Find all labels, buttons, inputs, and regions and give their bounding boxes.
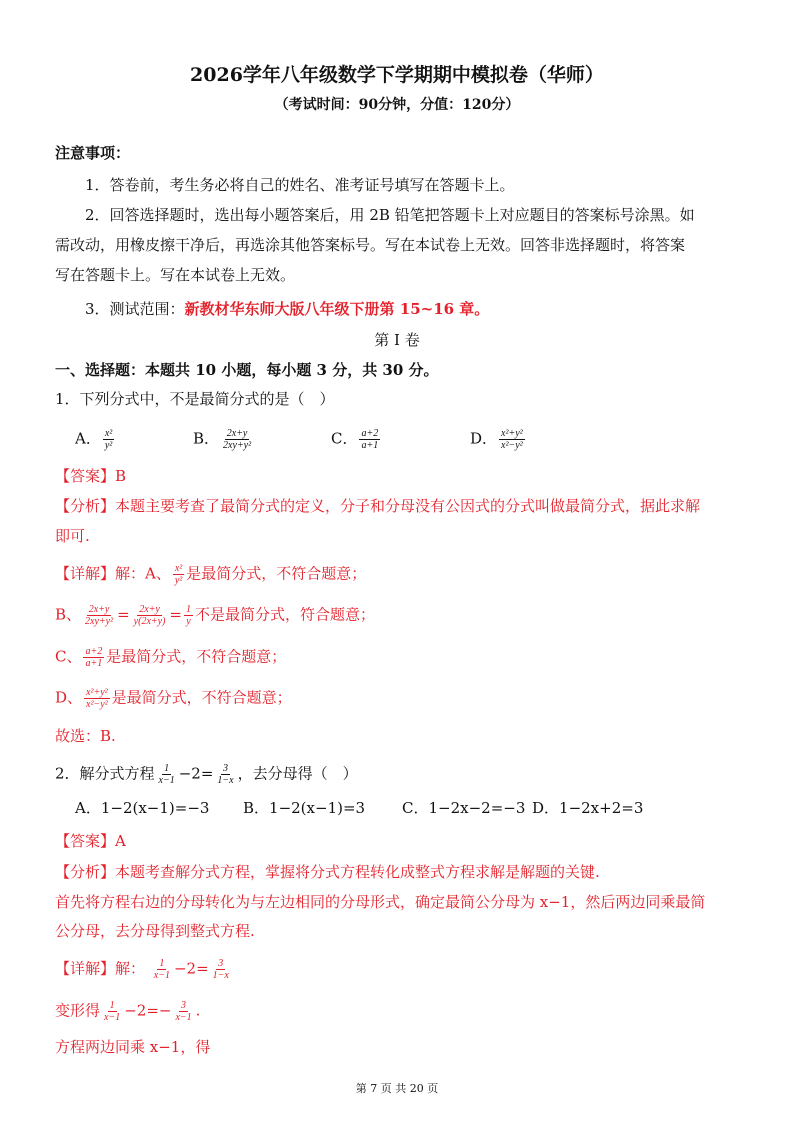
numerator: x² — [104, 428, 113, 439]
fraction — [221, 428, 253, 451]
numerator: x²+y² — [501, 428, 523, 439]
note-2c: 写在答题卡上。写在本试卷上无效。 — [55, 266, 296, 284]
q2-stem — [55, 763, 358, 786]
text-segment: −2=− — [124, 1001, 172, 1020]
q2-analysis-3: 公分母，去分母得到整式方程. — [55, 922, 255, 940]
numerator: a+2 — [85, 646, 103, 657]
denominator: y² — [174, 575, 183, 586]
text-segment: C、 — [55, 647, 82, 666]
fraction — [215, 763, 235, 786]
q1-stem: 1．下列分式中，不是最简分式的是（ ） — [55, 390, 335, 408]
text-segment: A． — [75, 799, 101, 817]
q1-choose: 故选：B. — [55, 727, 116, 745]
notes-heading: 注意事项： — [55, 144, 131, 162]
denominator: x²−y² — [86, 699, 108, 710]
q2-detail — [55, 958, 233, 981]
text-segment: D． — [470, 429, 498, 448]
denominator: x−1 — [175, 1012, 192, 1023]
denominator: x−1 — [158, 775, 175, 786]
volume-heading: 第 I 卷 — [374, 331, 420, 349]
denominator: y — [186, 616, 191, 627]
text-segment: . — [195, 1001, 201, 1020]
text-segment: 1−2(x−1)=−3 — [100, 799, 210, 817]
fraction — [157, 763, 177, 786]
text-segment: 是最简分式，不符合题意； — [111, 688, 292, 707]
numerator: 2x+y — [226, 428, 248, 439]
section-heading: 一、选择题：本题共 10 小题，每小题 3 分，共 30 分。 — [55, 361, 439, 379]
numerator: 1 — [159, 958, 165, 969]
text-segment: 1−2(x−1)=3 — [269, 799, 366, 817]
q2-option-a — [75, 798, 209, 818]
note-2b: 需改动，用橡皮擦干净后，再选涂其他答案标号。写在本试卷上无效。回答非选择题时，将答案 — [55, 236, 686, 254]
numerator: 2x+y — [88, 604, 110, 615]
q2-option-c — [402, 798, 525, 818]
text-segment: 1−2x+2=3 — [559, 799, 644, 817]
q1-detail-b — [55, 604, 375, 627]
numerator: 3 — [181, 1000, 187, 1011]
numerator: x²+y² — [86, 687, 108, 698]
fraction — [83, 604, 115, 627]
q2-multiply: 方程两边同乘 x−1，得 — [55, 1038, 211, 1056]
text-segment: 不是最简分式，符合题意； — [194, 605, 375, 624]
text-segment: 2．解分式方程 — [55, 764, 155, 783]
denominator: y(2x+y) — [133, 616, 166, 627]
q2-answer: 【答案】A — [55, 832, 126, 850]
q1-detail-a — [55, 563, 366, 586]
text-segment: B． — [193, 429, 220, 448]
q1-option-d — [470, 428, 527, 451]
denominator: x−1 — [153, 970, 170, 981]
text-segment: 【详解】解：A、 — [55, 564, 171, 583]
text-segment: D、 — [55, 688, 83, 707]
numerator: 1 — [109, 1000, 115, 1011]
fraction — [211, 958, 231, 981]
q2-option-b — [243, 798, 365, 818]
numerator: 3 — [223, 763, 229, 774]
denominator: 2xy+y² — [223, 440, 252, 451]
q1-detail-d — [55, 687, 292, 710]
q1-answer: 【答案】B — [55, 467, 127, 485]
q1-detail-c — [55, 646, 286, 669]
text-segment: = — [169, 605, 182, 624]
q1-option-b — [193, 428, 255, 451]
fraction — [499, 428, 525, 451]
denominator: 1−x — [217, 775, 234, 786]
fraction — [152, 958, 172, 981]
fraction — [173, 1000, 193, 1023]
text-segment: C． — [331, 429, 358, 448]
fraction — [103, 428, 114, 451]
q2-transform — [55, 1000, 200, 1023]
numerator: 2x+y — [139, 604, 160, 615]
q1-analysis-1: 【分析】本题主要考查了最简分式的定义，分子和分母没有公因式的分式叫做最简分式，据此求解 — [55, 497, 701, 515]
q1-option-a — [75, 428, 116, 451]
text-segment: ，去分母得（ ） — [237, 764, 358, 783]
numerator: x² — [174, 563, 183, 574]
numerator: a+2 — [361, 428, 379, 439]
text-segment: −2= — [173, 959, 209, 978]
exam-info: （考试时间：90分钟，分值：120分） — [274, 97, 520, 113]
text-segment: = — [117, 605, 130, 624]
test-scope: 新教材华东师大版八年级下册第 15~16 章。 — [184, 300, 490, 318]
fraction — [173, 563, 184, 586]
q2-analysis-1: 【分析】本题考查解分式方程，掌握将分式方程转化成整式方程求解是解题的关键. — [55, 863, 600, 881]
denominator: a+1 — [85, 658, 103, 669]
page-title: 2026学年八年级数学下学期期中模拟卷（华师） — [190, 64, 604, 86]
numerator: 1 — [185, 604, 191, 615]
fraction — [84, 687, 110, 710]
denominator: 2xy+y² — [85, 616, 114, 627]
text-segment: B、 — [55, 605, 82, 624]
note-2a: 2．回答选择题时，选出每小题答案后，用 2B 铅笔把答题卡上对应题目的答案标号涂黑。如 — [85, 206, 695, 224]
text-segment: 1−2x−2=−3 — [428, 799, 526, 817]
numerator: 1 — [164, 763, 170, 774]
denominator: 1−x — [212, 970, 229, 981]
fraction — [102, 1000, 122, 1023]
text-segment: 是最简分式，不符合题意； — [186, 564, 367, 583]
text-segment: A． — [75, 429, 101, 448]
note-3-label: 3．测试范围： — [85, 300, 185, 318]
note-1: 1．答卷前，考生务必将自己的姓名、准考证号填写在答题卡上。 — [85, 176, 515, 194]
fraction — [132, 604, 168, 627]
q2-option-d — [532, 798, 643, 818]
q1-option-c — [331, 428, 382, 451]
fraction — [83, 646, 104, 669]
fraction — [359, 428, 380, 451]
text-segment: C． — [402, 799, 429, 817]
text-segment: 【详解】解： — [55, 959, 146, 978]
q1-analysis-2: 即可. — [55, 527, 90, 545]
numerator: 3 — [218, 958, 224, 969]
denominator: x−1 — [104, 1012, 121, 1023]
denominator: a+1 — [361, 440, 379, 451]
page-footer: 第 7 页 共 20 页 — [355, 1082, 439, 1095]
text-segment: D． — [532, 799, 560, 817]
q2-analysis-2: 首先将方程右边的分母转化为与左边相同的分母形式，确定最简公分母为 x−1，然后两边同乘最简 — [55, 893, 706, 911]
denominator: y² — [104, 440, 113, 451]
fraction — [184, 604, 193, 627]
denominator: x²−y² — [501, 440, 523, 451]
text-segment: 是最简分式，不符合题意； — [106, 647, 287, 666]
text-segment: B． — [243, 799, 270, 817]
text-segment: 变形得 — [55, 1001, 101, 1020]
text-segment: −2= — [178, 764, 214, 783]
note-3 — [85, 299, 489, 319]
